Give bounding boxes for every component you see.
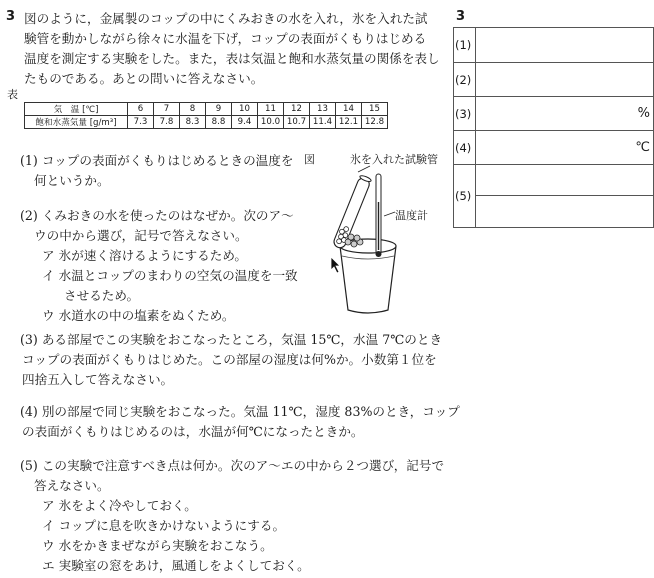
intro-line: 温度を測定する実験をした。また，表は気温と飽和水蒸気量の関係を表し — [24, 51, 440, 66]
question-line: (3) ある部屋でこの実験をおこなったところ，気温 15℃，水温 7℃のとき — [20, 332, 443, 347]
answer-row-4 — [454, 131, 654, 165]
answer-label: (2) — [454, 63, 476, 97]
saturation-table — [24, 102, 388, 129]
choice-a — [20, 246, 298, 266]
table-caption: 表 — [7, 88, 18, 101]
table-cell: 7.8 — [154, 116, 180, 129]
table-row-header: 気 温 [℃] — [25, 103, 128, 116]
choice-text: コップに息を吹きかけないようにする。 — [58, 518, 286, 533]
question-line: 何というか。 — [34, 173, 110, 188]
question-5 — [20, 456, 444, 576]
table-cell: 12.8 — [362, 116, 388, 129]
answer-label: (4) — [454, 131, 476, 165]
answer-row-5 — [454, 165, 654, 228]
question-line: ウの中から選び，記号で答えなさい。 — [34, 228, 248, 243]
choice-text: 水道水の中の塩素をぬくため。 — [58, 308, 235, 323]
mouse-cursor-icon — [330, 256, 342, 274]
choice-mark: イ — [42, 268, 55, 283]
question-line: コップの表面がくもりはじめた。この部屋の湿度は何%か。小数第１位を — [22, 352, 437, 367]
table-cell: 8.8 — [206, 116, 232, 129]
choice-i — [20, 266, 298, 286]
choice-mark: エ — [42, 558, 55, 573]
table-cell: 7 — [154, 103, 180, 116]
choice-u — [20, 536, 444, 556]
answer-cell-5-lower[interactable] — [476, 196, 653, 227]
answer-cell-5-upper[interactable] — [476, 165, 653, 196]
table-cell: 8 — [180, 103, 206, 116]
table-cell: 11 — [258, 103, 284, 116]
choice-text: 水をかきまぜながら実験をおこなう。 — [58, 538, 273, 553]
answer-label: (1) — [454, 28, 476, 63]
figure-caption: 図 — [304, 153, 315, 166]
choice-mark: イ — [42, 518, 55, 533]
choice-u — [20, 306, 298, 326]
question-line: の表面がくもりはじめるのは，水温が何℃になったときか。 — [22, 424, 364, 439]
table-cell: 7.3 — [128, 116, 154, 129]
choice-i — [20, 516, 444, 536]
choice-mark: ウ — [42, 308, 55, 323]
question-4 — [20, 402, 460, 442]
table-cell: 12.1 — [336, 116, 362, 129]
question-line: 四捨五入して答えなさい。 — [22, 372, 174, 387]
table-cell: 12 — [284, 103, 310, 116]
thermometer-label: 温度計 — [395, 209, 428, 222]
choice-e — [20, 556, 444, 576]
answer-label: (3) — [454, 97, 476, 131]
problem-number: 3 — [6, 9, 16, 24]
test-tube-leader — [358, 166, 370, 172]
experiment-figure — [322, 162, 422, 322]
table-row — [25, 103, 388, 116]
question-3 — [20, 330, 442, 390]
question-line: 答えなさい。 — [34, 478, 110, 493]
water-surface — [342, 256, 394, 259]
choice-mark: ア — [42, 498, 55, 513]
table-cell: 9 — [206, 103, 232, 116]
table-cell: 10 — [232, 103, 258, 116]
choice-text: 氷が速く溶けるようにするため。 — [58, 248, 248, 263]
choice-mark: ウ — [42, 538, 55, 553]
table-cell: 10.0 — [258, 116, 284, 129]
choice-text: 水温とコップのまわりの空気の温度を一致 — [58, 268, 298, 283]
test-tube-label: 氷を入れた試験管 — [350, 153, 438, 166]
intro-line: 図のように，金属製のコップの中にくみおきの水を入れ，氷を入れた試 — [24, 11, 428, 26]
intro-line: 験管を動かしながら徐々に水温を下げ，コップの表面がくもりはじめる — [24, 31, 427, 46]
question-line: (2) くみおきの水を使ったのはなぜか。次のア～ — [20, 208, 294, 223]
question-1 — [20, 151, 293, 191]
choice-a — [20, 496, 444, 516]
answer-row-2 — [454, 63, 654, 97]
answer-row-3 — [454, 97, 654, 131]
table-cell: 11.4 — [310, 116, 336, 129]
table-cell: 10.7 — [284, 116, 310, 129]
answer-cell-5[interactable] — [475, 165, 653, 228]
question-2 — [20, 206, 298, 326]
answer-sheet-title: 3 — [456, 9, 466, 24]
choice-text: 実験室の窓をあけ，風通しをよくしておく。 — [58, 558, 310, 573]
thermometer — [376, 174, 382, 257]
table-cell: 15 — [362, 103, 388, 116]
answer-cell-2[interactable] — [475, 63, 653, 97]
table-cell: 6 — [128, 103, 154, 116]
answer-cell-1[interactable] — [475, 28, 653, 63]
answer-cell-4[interactable]: ℃ — [475, 131, 653, 165]
table-row — [25, 116, 388, 129]
table-row-header: 飽和水蒸気量 [g/m³] — [25, 116, 128, 129]
choice-text: 氷をよく冷やしておく。 — [58, 498, 197, 513]
answer-label: (5) — [454, 165, 476, 228]
data-table-wrapper — [24, 102, 388, 129]
table-cell: 9.4 — [232, 116, 258, 129]
answer-cell-3[interactable]: % — [475, 97, 653, 131]
intro-line: たものである。あとの問いに答えなさい。 — [24, 71, 264, 86]
metal-cup — [340, 246, 396, 313]
table-cell: 8.3 — [180, 116, 206, 129]
table-cell: 14 — [336, 103, 362, 116]
question-line: (5) この実験で注意すべき点は何か。次のア～エの中から２つ選び，記号で — [20, 458, 445, 473]
thermometer-leader — [384, 212, 395, 216]
table-cell: 13 — [310, 103, 336, 116]
answer-row-1 — [454, 28, 654, 63]
choice-continuation: させるため。 — [64, 288, 140, 303]
question-line: (4) 別の部屋で同じ実験をおこなった。気温 11℃，湿度 83%のとき，コップ — [20, 404, 460, 419]
question-line: (1) コップの表面がくもりはじめるときの温度を — [20, 153, 294, 168]
problem-intro — [24, 9, 444, 89]
choice-mark: ア — [42, 248, 55, 263]
answer-sheet — [453, 27, 654, 228]
